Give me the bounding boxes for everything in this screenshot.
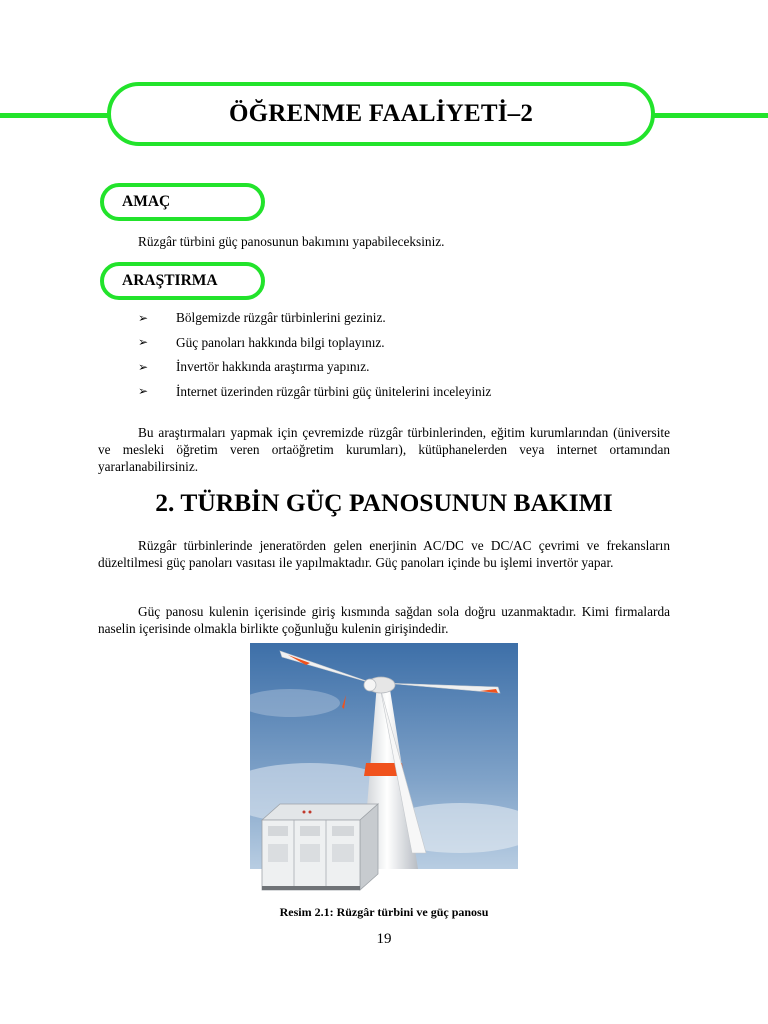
arrow-bullet-icon: ➢ [138,384,149,399]
power-cabinet-image [260,800,380,893]
list-item: ➢ İnvertör hakkında araştırma yapınız. [138,359,370,375]
page-title: ÖĞRENME FAALİYETİ–2 [228,100,534,127]
amac-text: Rüzgâr türbini güç panosunun bakımını yapabileceksiniz. [138,234,445,249]
figure-caption: Resim 2.1: Rüzgâr türbini ve güç panosu [279,905,489,919]
header-line-right [652,113,768,118]
section-paragraph-1: Rüzgâr türbinlerinde jeneratörden gelen enerjinin AC/DC ve DC/AC çevrimi ve frekansların düzeltilmesi güç panoları vasıtası ile yapılmaktadır. Güç panoları içinde bu işlemi invertör yapar. [98,538,670,570]
page-title-box [107,82,655,146]
arrow-bullet-icon: ➢ [138,310,149,325]
arastirma-list [138,306,491,404]
amac-heading: AMAÇ [100,183,265,221]
arastirma-paragraph: Bu araştırmaları yapmak için çevremizde rüzgâr türbinlerinden, eğitim kurumlarından (üniversite ve mesleki öğretim veren ortaöğretim kurumları), kütüphanelerden veya internet ortamından yararlanabilirsiniz. [98,425,670,474]
list-item: ➢ İnternet üzerinden rüzgâr türbini güç ünitelerini inceleyiniz [138,383,492,399]
section-paragraph-2: Güç panosu kulenin içerisinde giriş kısmında sağdan sola doğru uzanmaktadır. Kimi firmalarda naselin içerisinde olmakla birlikte çoğunluğu kulenin girişindedir. [98,604,670,636]
section-heading: 2. TÜRBİN GÜÇ PANOSUNUN BAKIMI [155,488,613,517]
arrow-bullet-icon: ➢ [138,335,149,350]
list-item: ➢ Bölgemizde rüzgâr türbinlerini geziniz. [138,310,386,326]
arastirma-heading: ARAŞTIRMA [100,262,265,300]
header-line-left [0,113,110,118]
list-item: ➢ Güç panoları hakkında bilgi toplayınız. [138,334,385,350]
page-number: 19 [376,931,392,947]
arrow-bullet-icon: ➢ [138,359,149,374]
